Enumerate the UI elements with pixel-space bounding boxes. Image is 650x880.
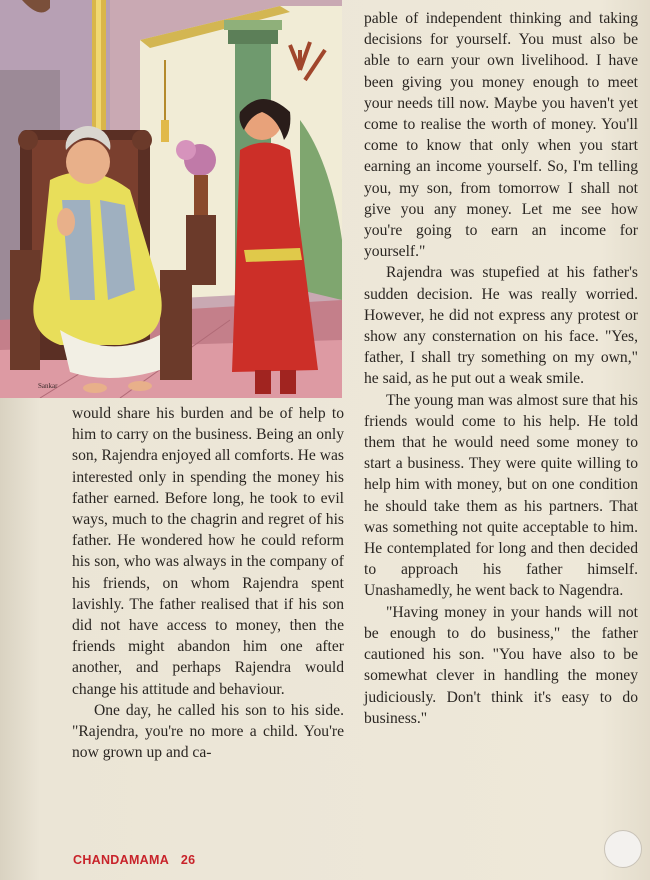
right-paragraph-2: Rajendra was stupefied at his father's sudden decision. He was really worried. However, he did not express any protest or show any consternation on his face. "Yes, father, I shall try something on my own," he said, as he put out a weak smile. [364,264,638,388]
watermark-logo-icon [604,830,642,868]
left-paragraph-1: would share his burden and be of help to him to carry on the business. Being an only son, Rajendra enjoyed all comforts. He was interested only in spending the money his father earned. Before long, he took to evil ways, much to the chagrin and regret of his father. He wondered how he could reform his son, who was always in the company of his friends, on whom Rajendra spent lavishly. The father realised that if his son did not have access to money, then the friends might abandon him one after another, and perhaps Rajendra would change his attitude and behaviour. [72,405,344,698]
right-paragraph-1: pable of independent thinking and taking decisions for yourself. You must also be able to earn your own livelihood. I have been giving you money enough to meet your needs till now. Maybe you haven't yet come to realise the worth of money. You'll come to know that only when you start earning an income yourself. So, I'm telling you, my son, from tomorrow I shall not give you any money. Let me see how you're going to earn an income for yourself." [364,10,638,261]
page-number: 26 [180,853,196,867]
page-footer [73,853,203,867]
left-paragraph-2: One day, he called his son to his side. "Rajendra, you're no more a child. You're now grown up and ca- [72,701,344,762]
right-text-column [364,8,638,729]
magazine-name: CHANDAMAMA [73,853,170,867]
right-paragraph-3: The young man was almost sure that his friends would come to his help. He told them that he would need some money to start a business. They were quite willing to help him with money, but on one condition he should take them as his partners. That was something not quite acceptable to him. He contemplated for long and then decided to approach his father himself. Unashamedly, he went back to Nagendra. [364,391,638,600]
illustration-father-and-son [0,0,342,398]
svg-text:Sankar: Sankar [38,382,58,390]
left-text-column [72,403,344,763]
story-illustration [0,0,342,398]
right-paragraph-4: "Having money in your hands will not be enough to do business," the father cautioned his son. "You have also to be somewhat clever in handling the money judiciously. Don't think it's easy to do business." [364,603,638,727]
